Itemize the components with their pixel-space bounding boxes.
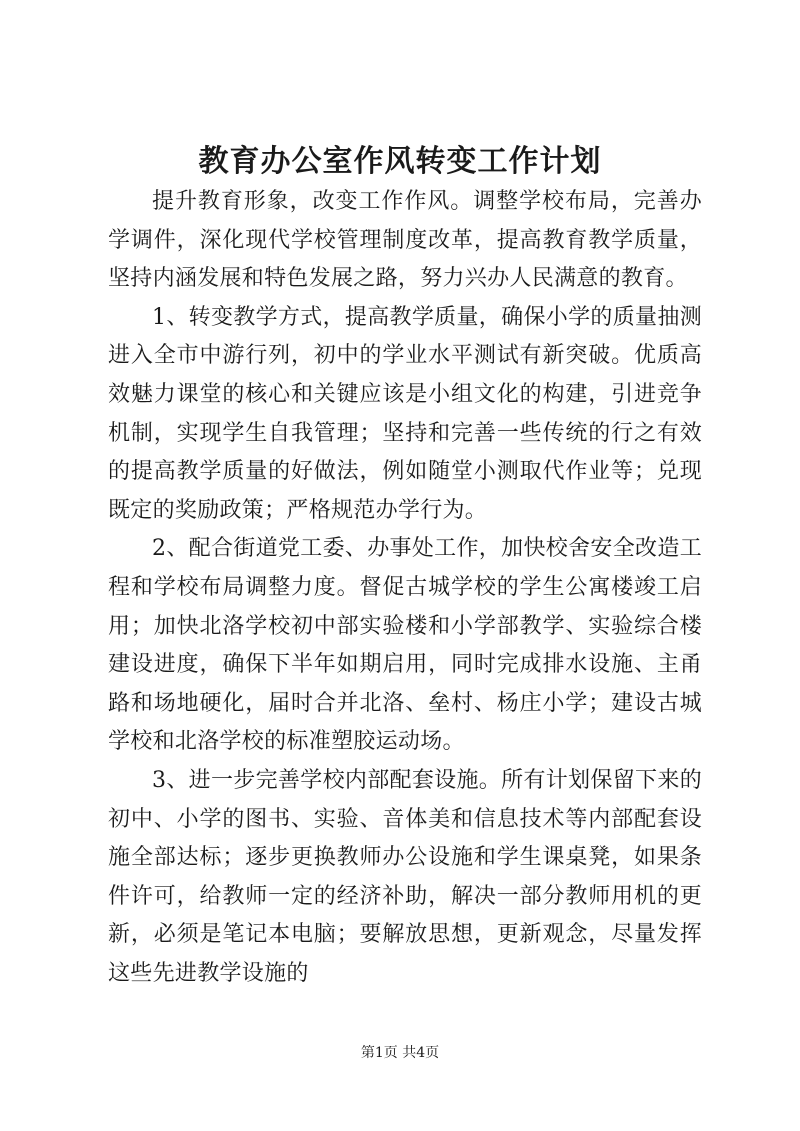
document-title: 教育办公室作风转变工作计划 (198, 144, 602, 179)
document-body (108, 183, 702, 993)
page-number-footer: 第1页 共4页 (360, 1045, 440, 1061)
paragraph-intro: 提升教育形象，改变工作作风。调整学校布局，完善办学调件，深化现代学校管理制度改革，提高教育教学质量，坚持内涵发展和特色发展之路，努力兴办人民满意的教育。 (108, 189, 702, 292)
paragraph-item-3: 3、进一步完善学校内部配套设施。所有计划保留下来的初中、小学的图书、实验、音体美和信息技术等内部配套设施全部达标；逐步更换教师办公设施和学生课桌凳，如果条件许可，给教师一定的经济补助，解决一部分教师用机的更新，必须是笔记本电脑；要解放思想，更新观念，尽量发挥这些先进教学设施的 (108, 767, 702, 986)
paragraph-item-1: 1、转变教学方式，提高教学质量，确保小学的质量抽测进入全市中游行列，初中的学业水平测试有新突破。优质高效魅力课堂的核心和关键应该是小组文化的构建，引进竞争机制，实现学生自我管理；坚持和完善一些传统的行之有效的提高教学质量的好做法，例如随堂小测取代作业等；兑现既定的奖励政策；严格规范办学行为。 (108, 304, 702, 523)
paragraph-item-2: 2、配合街道党工委、办事处工作，加快校舍安全改造工程和学校布局调整力度。督促古城学校的学生公寓楼竣工启用；加快北洛学校初中部实验楼和小学部教学、实验综合楼建设进度，确保下半年如期启用，同时完成排水设施、主甬路和场地硬化，届时合并北洛、垒村、杨庄小学；建设古城学校和北洛学校的标准塑胶运动场。 (108, 536, 702, 755)
